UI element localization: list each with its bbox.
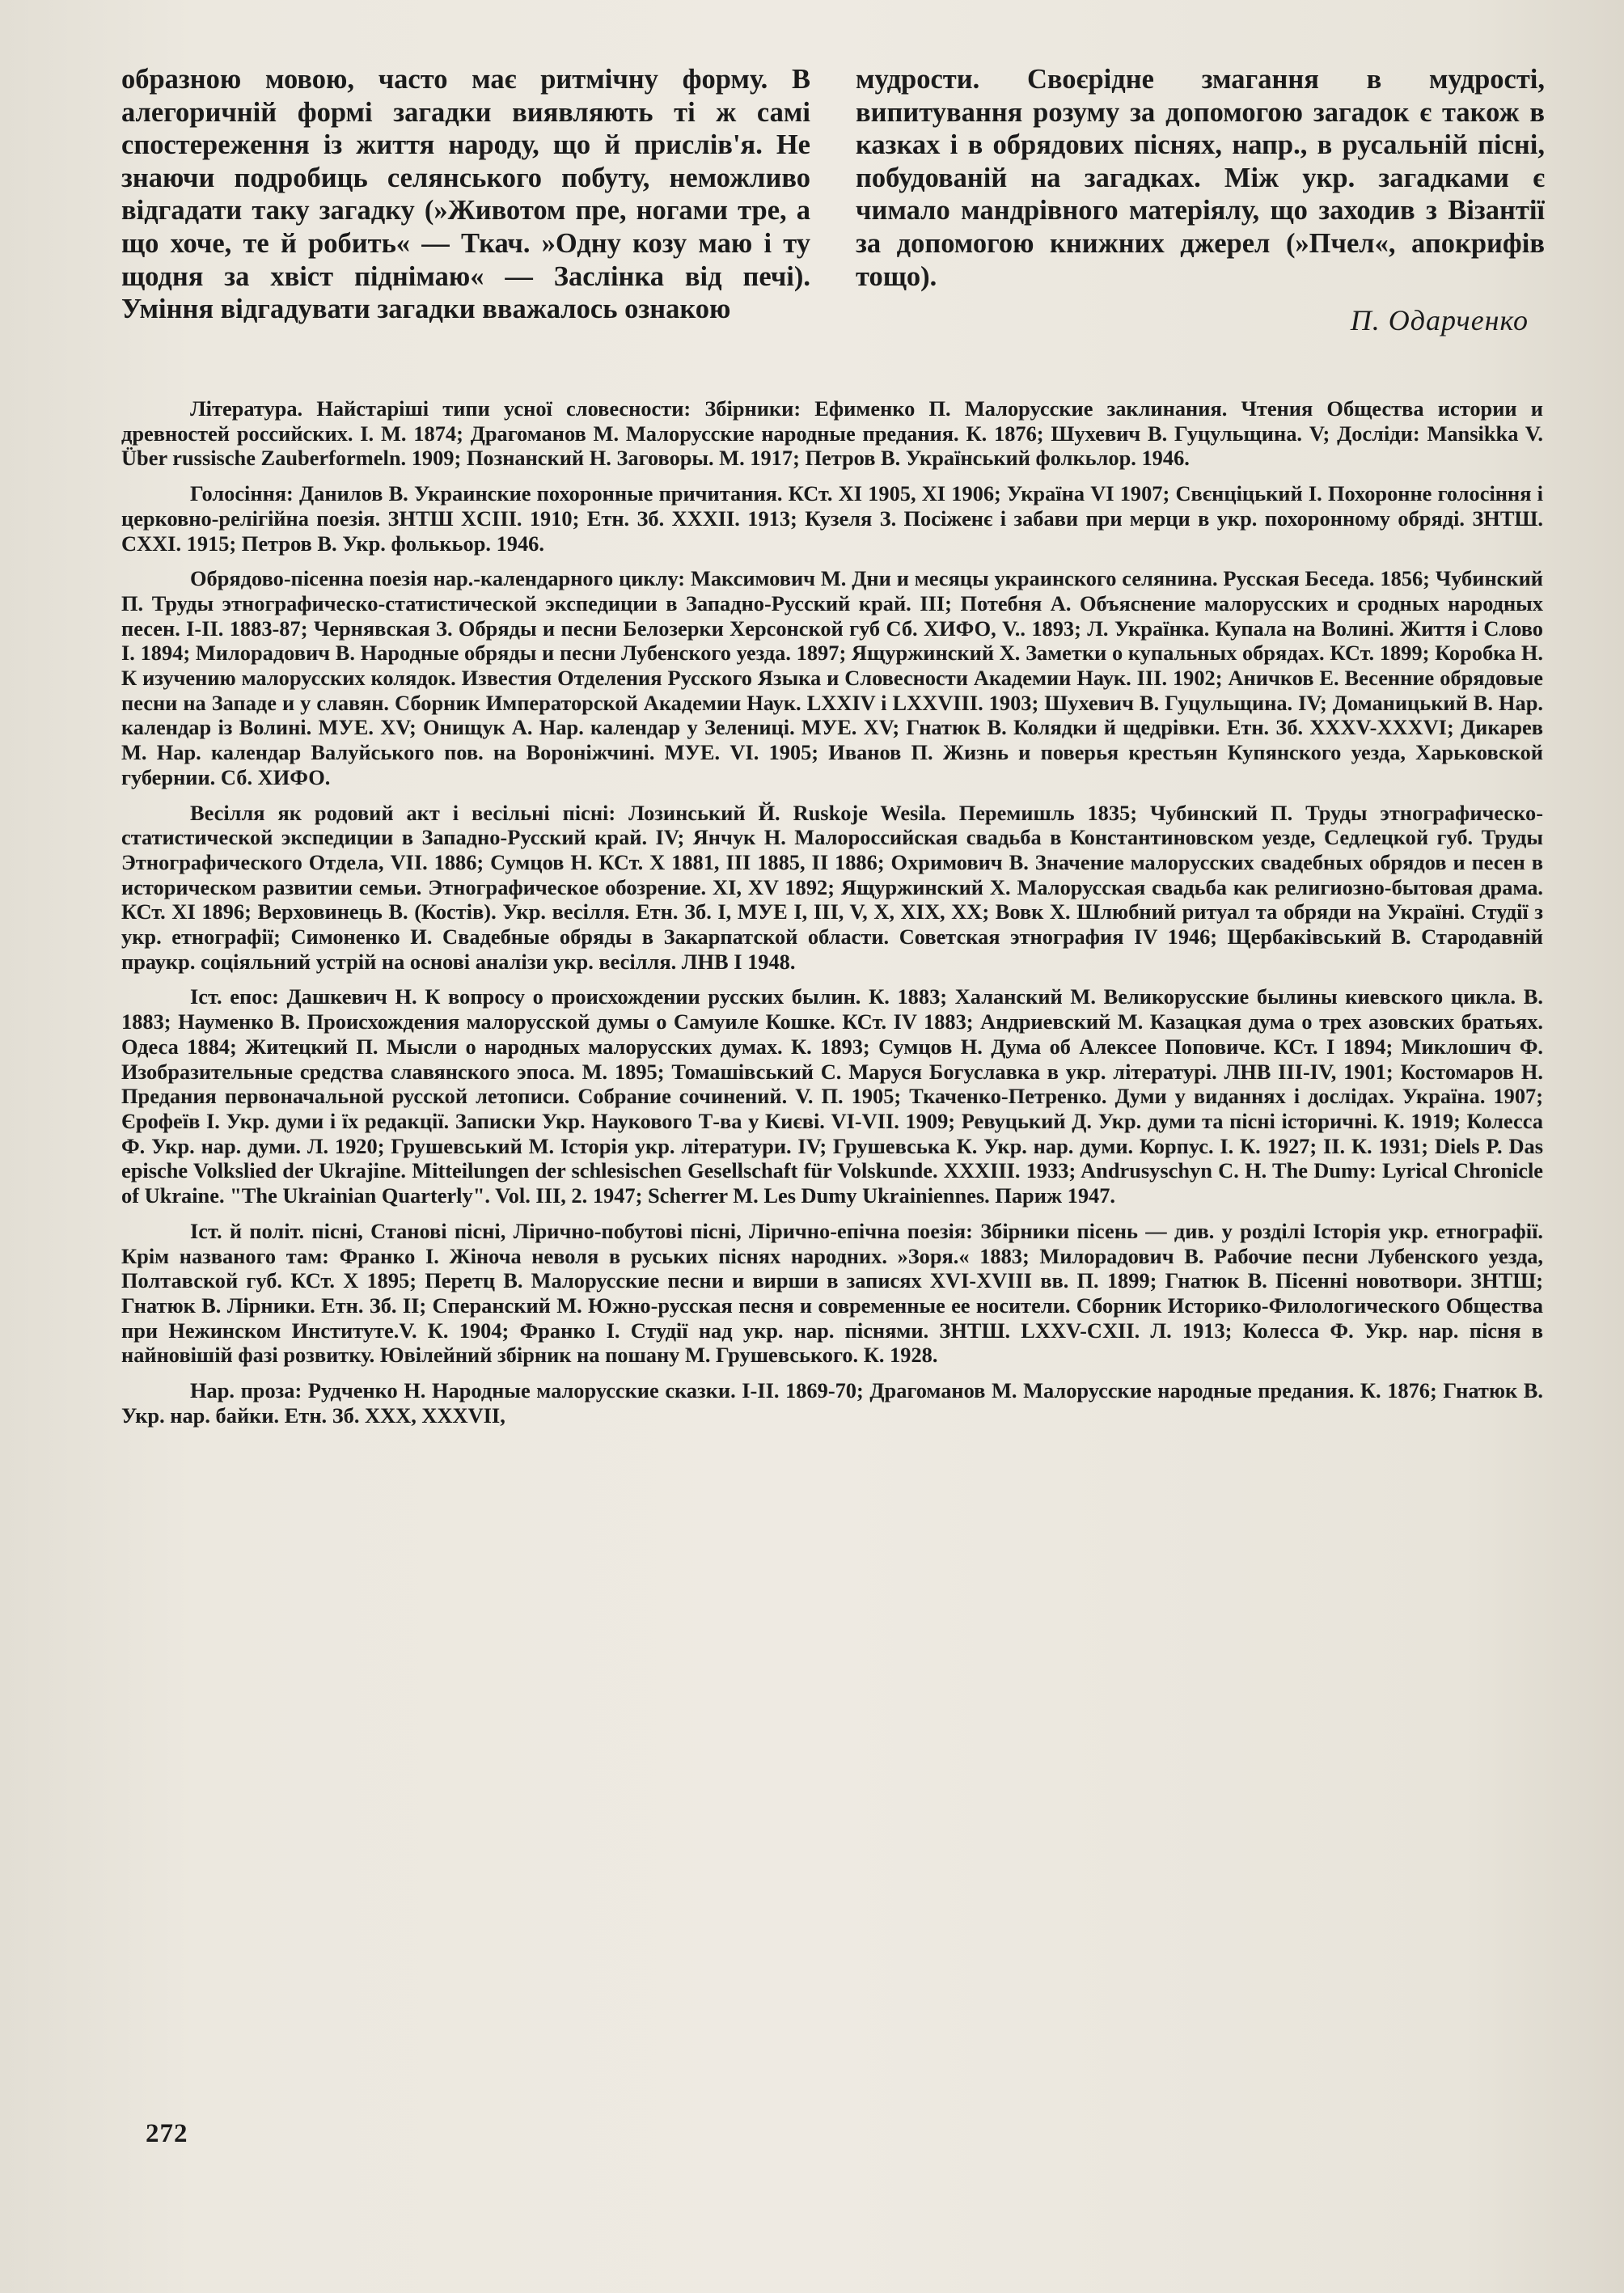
bibliography-paragraph: Іст. епос: Дашкевич Н. К вопросу о происхождении русских былин. К. 1883; Халанский М. Великорусские былины киевского цикла. В. 1883; Науменко В. Происхождения малорусской думы о Самуиле Кошке. КСт. IV 1883; Андриевский М. Казацкая дума о трех азовских братьях. Одеса 1884; Житецкий П. Мысли о народных малорусских думах. К. 1893; Сумцов Н. Дума об Алексее Поповиче. КСт. I 1894; Миклошич Ф. Изобразительные средства славянского эпоса. М. 1895; Томашівський С. Маруся Богуславка в укр. літературі. ЛНВ III-IV, 1901; Костомаров Н. Предания первоначальной русской летописи. Собрание сочинений. V. П. 1905; Ткаченко-Петренко. Думи у виданнях і дослідах. Україна. 1907; Єрофеїв І. Укр. думи і їх редакції. Записки Укр. Наукового Т-ва у Києві. VI-VII. 1909; Ревуцький Д. Укр. думи та пісні історичні. К. 1919; Колесса Ф. Укр. нар. думи. Л. 1920; Грушевський М. Історія укр. літератури. IV; Грушевська К. Укр. нар. думи. Корпус. I. К. 1927; II. К. 1931; Diels P. Das epische Volkslied der Ukrajine. Mitteilungen der schlesischen Gesellschaft für Volskunde. XXXIII. 1933; Andrusyschyn C. H. The Dumy: Lyrical Chronicle of Ukraine. "The Ukrainian Quarterly". Vol. III, 2. 1947; Scherrer M. Les Dumy Ukrainiennes. Париж 1947. bbox=[121, 984, 1543, 1208]
right-column bbox=[856, 63, 1545, 387]
author-signature: П. Одарченко bbox=[1350, 304, 1529, 337]
bibliography-paragraph: Нар. проза: Рудченко Н. Народные малорусские сказки. I-II. 1869-70; Драгоманов М. Малорусские народные предания. К. 1876; Гнатюк В. Укр. нар. байки. Етн. Зб. XXX, XXXVII, bbox=[121, 1378, 1543, 1428]
bibliography-paragraph: Література. Найстаріші типи усної словесности: Збірники: Ефименко П. Малорусские заклинания. Чтения Общества истории и древностей российских. I. M. 1874; Драгоманов М. Малорусские народные предания. К. 1876; Шухевич В. Гуцульщина. V; Досліди: Mansikka V. Über russische Zauberformeln. 1909; Познанский Н. Заговоры. М. 1917; Петров В. Український фолкьлор. 1946. bbox=[121, 396, 1543, 471]
bibliography-paragraph: Весілля як родовий акт і весільні пісні: Лозинський Й. Ruskoje Wesila. Перемишль 1835; Чубинский П. Труды этнографическо-статистической экспедиции в Западно-Русский край. IV; Янчук Н. Малороссийская свадьба в Константиновском уезде, Седлецкой губ. Труды Этнографического Отдела, VII. 1886; Сумцов Н. КСт. X 1881, III 1885, II 1886; Охримович В. Значение малорусских свадебных обрядов и песен в историческом развитии семьи. Этнографическое обозрение. XI, XV 1892; Ящуржинский X. Малорусская свадьба как религиозно-бытовая драма. КСт. XI 1896; Верховинець В. (Костів). Укр. весілля. Етн. Зб. I, МУЕ I, III, V, X, XIX, XX; Вовк Х. Шлюбний ритуал та обряди на Україні. Студії з укр. етнографії; Симоненко И. Свадебные обряды в Закарпатской области. Советская этнография IV 1946; Щербаківський В. Стародавній праукр. соціяльний устрій на основі аналізи укр. весілля. ЛНВ I 1948. bbox=[121, 800, 1543, 974]
article-text-columns bbox=[121, 63, 1545, 387]
right-column-text: мудрости. Своєрідне змагання в мудрості, випитування розуму за допомогою загадок є також в казках і в обрядових піснях, напр., в русальній пісні, побудованій на загадках. Між укр. загадками є чимало мандрівного матеріялу, що заходив з Візантії за допомогою книжних джерел (»Пчел«, апокрифів тощо). bbox=[856, 64, 1545, 292]
bibliography-paragraph: Обрядово-пісенна поезія нар.-календарного циклу: Максимович М. Дни и месяцы украинского селянина. Русская Беседа. 1856; Чубинский П. Труды этнографическо-статистической экспедиции в Западно-Русский край. III; Потебня А. Объяснение малорусских и сродных народных песен. I-II. 1883-87; Чернявская З. Обряды и песни Белозерки Херсонской губ Сб. ХИФО, V.. 1893; Л. Українка. Купала на Волині. Життя і Слово I. 1894; Милорадович В. Народные обряды и песни Лубенского уезда. 1897; Ящуржинский X. Заметки о купальных обрядах. КСт. 1899; Коробка Н. К изучению малорусских колядок. Известия Отделения Русского Языка и Словесности Академии Наук. III. 1902; Аничков Е. Весенние обрядовые песни на Западе и у славян. Сборник Императорской Академии Наук. LXXIV і LXXVIII. 1903; Шухевич В. Гуцульщина. IV; Доманицький В. Нар. календар із Волині. МУЕ. XV; Онищук А. Нар. календар у Зелениці. МУЕ. XV; Гнатюк В. Колядки й щедрівки. Етн. Зб. XXXV-XXXVI; Дикарев М. Нар. календар Валуйського пов. на Вороніжчині. МУЕ. VI. 1905; Иванов П. Жизнь и поверья крестьян Купянского уезда, Харьковской губернии. Сб. ХИФО. bbox=[121, 566, 1543, 789]
left-column bbox=[121, 63, 810, 387]
bibliography-paragraph: Іст. й політ. пісні, Станові пісні, Лірично-побутові пісні, Лірично-епічна поезія: Збірники пісень — див. у розділі Історія укр. етнографії. Крім названого там: Франко І. Жіноча неволя в руських піснях народних. »Зоря.« 1883; Милорадович В. Рабочие песни Лубенского уезда, Полтавской губ. КСт. X 1895; Перетц В. Малорусские песни и вирши в записях XVI-XVIII вв. П. 1899; Гнатюк В. Пісенні новотвори. ЗНТШ; Гнатюк В. Лірники. Етн. Зб. II; Сперанский М. Южно-русская песня и современные ее носители. Сборник Историко-Филологического Общества при Нежинском Институте.V. К. 1904; Франко І. Студії над укр. нар. піснями. ЗНТШ. LXXV-CXII. Л. 1913; Колесса Ф. Укр. нар. пісня в найновішій фазі розвитку. Ювілейний збірник на пошану М. Грушевського. К. 1928. bbox=[121, 1218, 1543, 1368]
bibliography-section bbox=[121, 396, 1543, 1432]
bibliography-paragraph: Голосіння: Данилов В. Украинские похоронные причитания. КСт. XI 1905, XI 1906; Україна VI 1907; Свєнціцький І. Похоронне голосіння і церковно-релігійна поезія. ЗНТШ XCIII. 1910; Етн. Зб. XXXII. 1913; Кузеля З. Посіженє і забави при мерци в укр. похоронному обряді. ЗНТШ. CXXI. 1915; Петров В. Укр. фолькьор. 1946. bbox=[121, 481, 1543, 556]
left-column-text: образною мовою, часто має ритмічну форму. В алегоричній формі загадки виявляють ті ж самі спостереження із життя народу, що й прислів'я. Не знаючи подробиць селянського побуту, неможливо відгадати таку загадку (»Животом пре, ногами тре, а що хоче, те й робить« — Ткач. »Одну козу маю і ту щодня за хвіст піднімаю« — Заслінка від печі). Уміння відгадувати загадки вважалось ознакою bbox=[121, 64, 810, 325]
page-number: 272 bbox=[146, 2119, 188, 2148]
